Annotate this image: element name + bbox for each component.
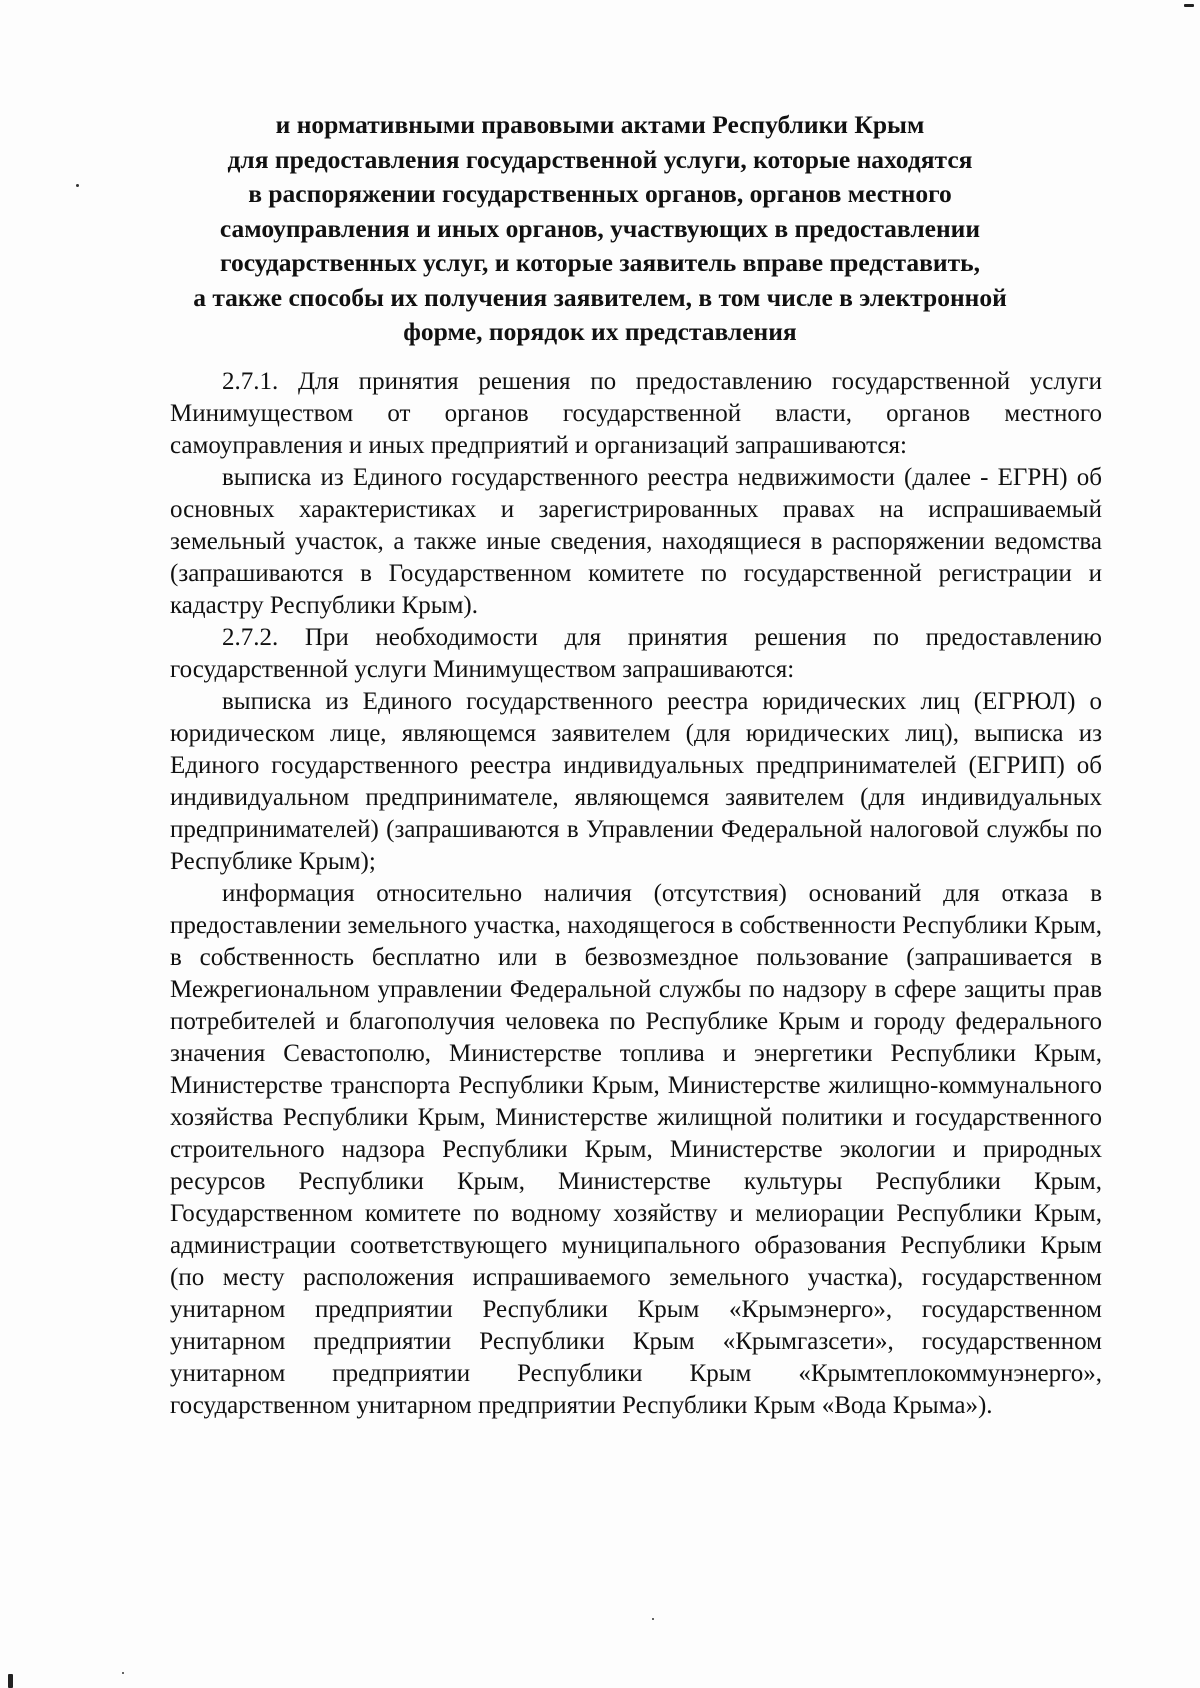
scan-speck (122, 1672, 124, 1674)
scan-artifact (8, 1674, 13, 1688)
paragraph-2-7-1: 2.7.1. Для принятия решения по предоставлению государственной услуги Минимуществом от органов государственной власти, органов местного самоуправления и иных предприятий и организаций запрашиваются: (170, 368, 1102, 459)
paragraph-egrul-egrip-extract: выписка из Единого государственного реестра юридических лиц (ЕГРЮЛ) о юридическом лице, являющемся заявителем (для юридических лиц), выписка из Единого государственного реестра индивидуальных предпринимателей (ЕГРИП) об индивидуальном предпринимателе, являющемся заявителем (для индивидуальных предпринимателей) (запрашиваются в Управлении Федеральной налоговой службы по Республике Крым); (170, 688, 1102, 875)
heading-line: форме, порядок их представления (403, 317, 797, 346)
document-body (170, 366, 1102, 1422)
heading-line: для предоставления государственной услуги, которые находятся (227, 144, 973, 174)
heading-line: в распоряжении государственных органов, органов местного (248, 179, 952, 208)
paragraph-egrn-extract: выписка из Единого государственного реестра недвижимости (далее - ЕГРН) об основных характеристиках и зарегистрированных правах на испрашиваемый земельный участок, а также иные сведения, находящиеся в распоряжении ведомства (запрашиваются в Государственном комитете по государственной регистрации и кадастру Республики Крым). (170, 464, 1102, 619)
heading-line: самоуправления и иных органов, участвующих в предоставлении (219, 213, 981, 243)
paragraph-refusal-grounds-info: информация относительно наличия (отсутствия) оснований для отказа в предоставлении земельного участка, находящегося в собственности Республики Крым, в собственность бесплатно или в безвозмездное пользование (запрашивается в Межрегиональном управлении Федеральной службы по надзору в сфере защиты прав потребителей и благополучия человека по Республике Крым и городу федерального значения Севастополю, Министерстве топлива и энергетики Республики Крым, Министерстве транспорта Республики Крым, Министерстве жилищно-коммунального хозяйства Республики Крым, Министерстве жилищной политики и государственного строительного надзора Республики Крым, Министерстве экологии и природных ресурсов Республики Крым, Министерстве культуры Республики Крым, Государственном комитете по водному хозяйству и мелиорации Республики Крым, администрации соответствующего муниципального образования Республики Крым (по месту расположения испрашиваемого земельного участка), государственном унитарном предприятии Республики Крым «Крымэнерго», государственном унитарном предприятии Республики Крым «Крымгазсети», государственном унитарном предприятии Республики Крым «Крымтеплокоммунэнерго», государственном унитарном предприятии Республики Крым «Вода Крыма»). (170, 880, 1102, 1419)
heading-line: государственных услуг, и которые заявитель вправе представить, (220, 248, 980, 277)
scan-artifact (1184, 4, 1194, 7)
paragraph-2-7-2: 2.7.2. При необходимости для принятия решения по предоставлению государственной услуги Минимуществом запрашиваются: (170, 624, 1102, 683)
heading-line: и нормативными правовыми актами Республики Крым (275, 110, 925, 139)
scan-speck (76, 184, 79, 187)
scan-speck (652, 1618, 654, 1620)
section-heading (150, 108, 1050, 350)
heading-line: а также способы их получения заявителем, в том числе в электронной (193, 282, 1007, 312)
